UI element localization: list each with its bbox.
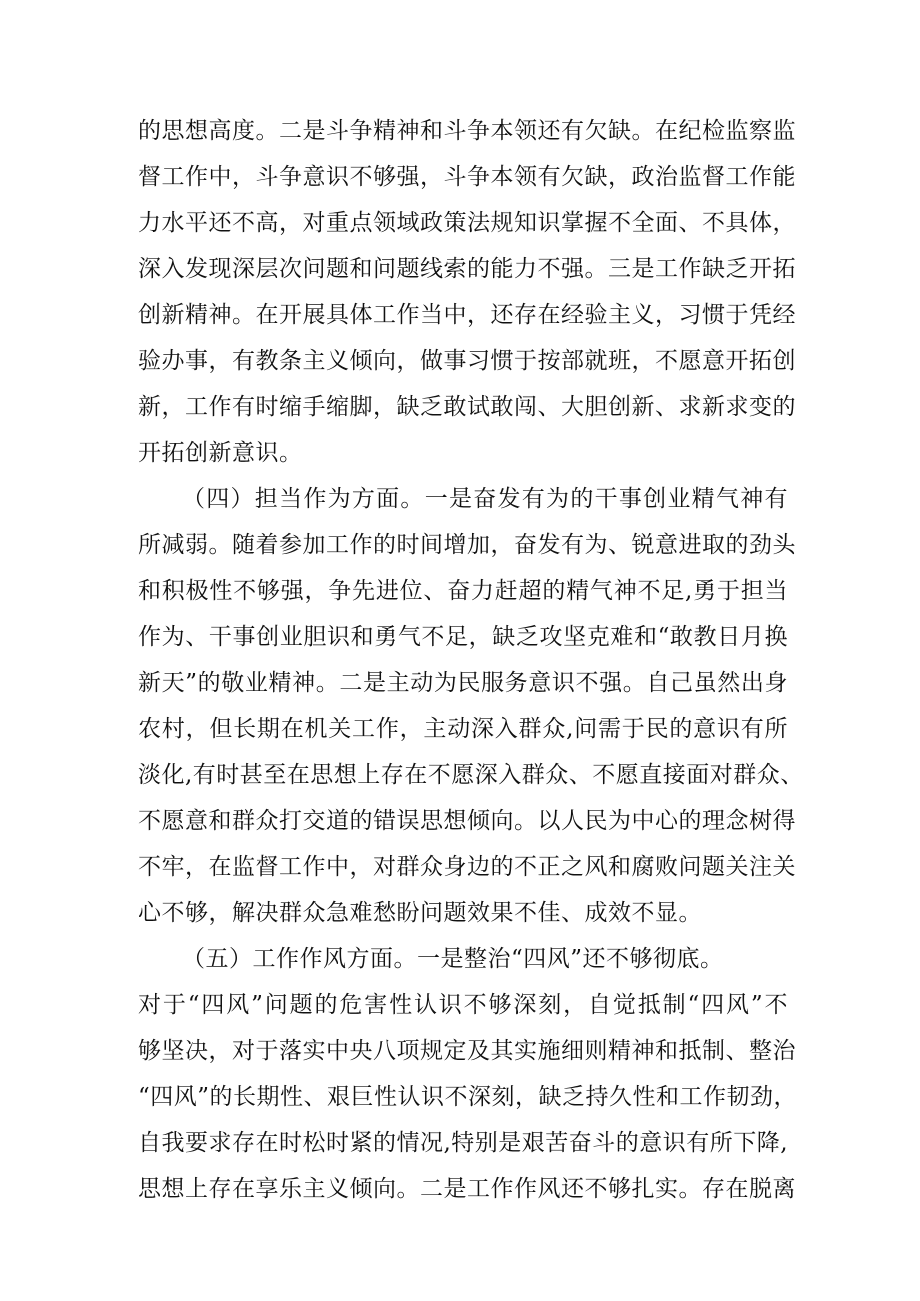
text-line: 作为、干事创业胆识和勇气不足，缺乏攻坚克难和“敢教日月换	[138, 624, 788, 650]
text-line: 思想上存在享乐主义倾向。二是工作作风还不够扎实。存在脱离	[138, 1176, 796, 1202]
text-line: 不愿意和群众打交道的错误思想倾向。以人民为中心的理念树得	[138, 808, 796, 834]
text-line: 自我要求存在时松时紧的情况,特别是艰苦奋斗的意识有所下降,	[138, 1130, 789, 1156]
text-line: 淡化,有时甚至在思想上存在不愿深入群众、不愿直接面对群众、	[138, 762, 804, 788]
text-line: 农村，但长期在机关工作，主动深入群众,问需于民的意识有所	[138, 716, 788, 742]
text-line: 验办事，有教条主义倾向，做事习惯于按部就班，不愿意开拓创	[138, 348, 796, 374]
text-line: 新，工作有时缩手缩脚，缺乏敢试敢闯、大胆创新、求新求变的	[138, 394, 796, 420]
text-line: 新天”的敬业精神。二是主动为民服务意识不强。自己虽然出身	[138, 670, 788, 696]
body-text	[138, 108, 804, 1212]
text-line: 督工作中，斗争意识不够强，斗争本领有欠缺，政治监督工作能	[138, 164, 796, 190]
text-line: 心不够，解决群众急难愁盼问题效果不佳、成效不显。	[138, 900, 702, 926]
text-line: （五）工作作风方面。一是整治“四风”还不够彻底。	[182, 946, 724, 972]
text-line: 不牢，在监督工作中，对群众身边的不正之风和腐败问题关注关	[138, 854, 796, 880]
text-line: （四）担当作为方面。一是奋发有为的干事创业精气神有	[182, 486, 788, 512]
text-line: “四风”的长期性、艰巨性认识不深刻，缺乏持久性和工作韧劲，	[138, 1084, 798, 1110]
text-line: 开拓创新意识。	[138, 440, 303, 466]
text-line: 和积极性不够强，争先进位、奋力赶超的精气神不足,勇于担当	[138, 578, 788, 604]
text-line: 力水平还不高，对重点领域政策法规知识掌握不全面、不具体，	[138, 210, 796, 236]
text-line: 的思想高度。二是斗争精神和斗争本领还有欠缺。在纪检监察监	[138, 118, 796, 144]
text-line: 深入发现深层次问题和问题线索的能力不强。三是工作缺乏开拓	[138, 256, 796, 282]
text-line: 对于“四风”问题的危害性认识不够深刻，自觉抵制“四风”不	[138, 992, 788, 1018]
text-line: 够坚决，对于落实中央八项规定及其实施细则精神和抵制、整治	[138, 1038, 796, 1064]
text-line: 所减弱。随着参加工作的时间增加，奋发有为、锐意进取的劲头	[138, 532, 796, 558]
text-line: 创新精神。在开展具体工作当中，还存在经验主义，习惯于凭经	[138, 302, 796, 328]
